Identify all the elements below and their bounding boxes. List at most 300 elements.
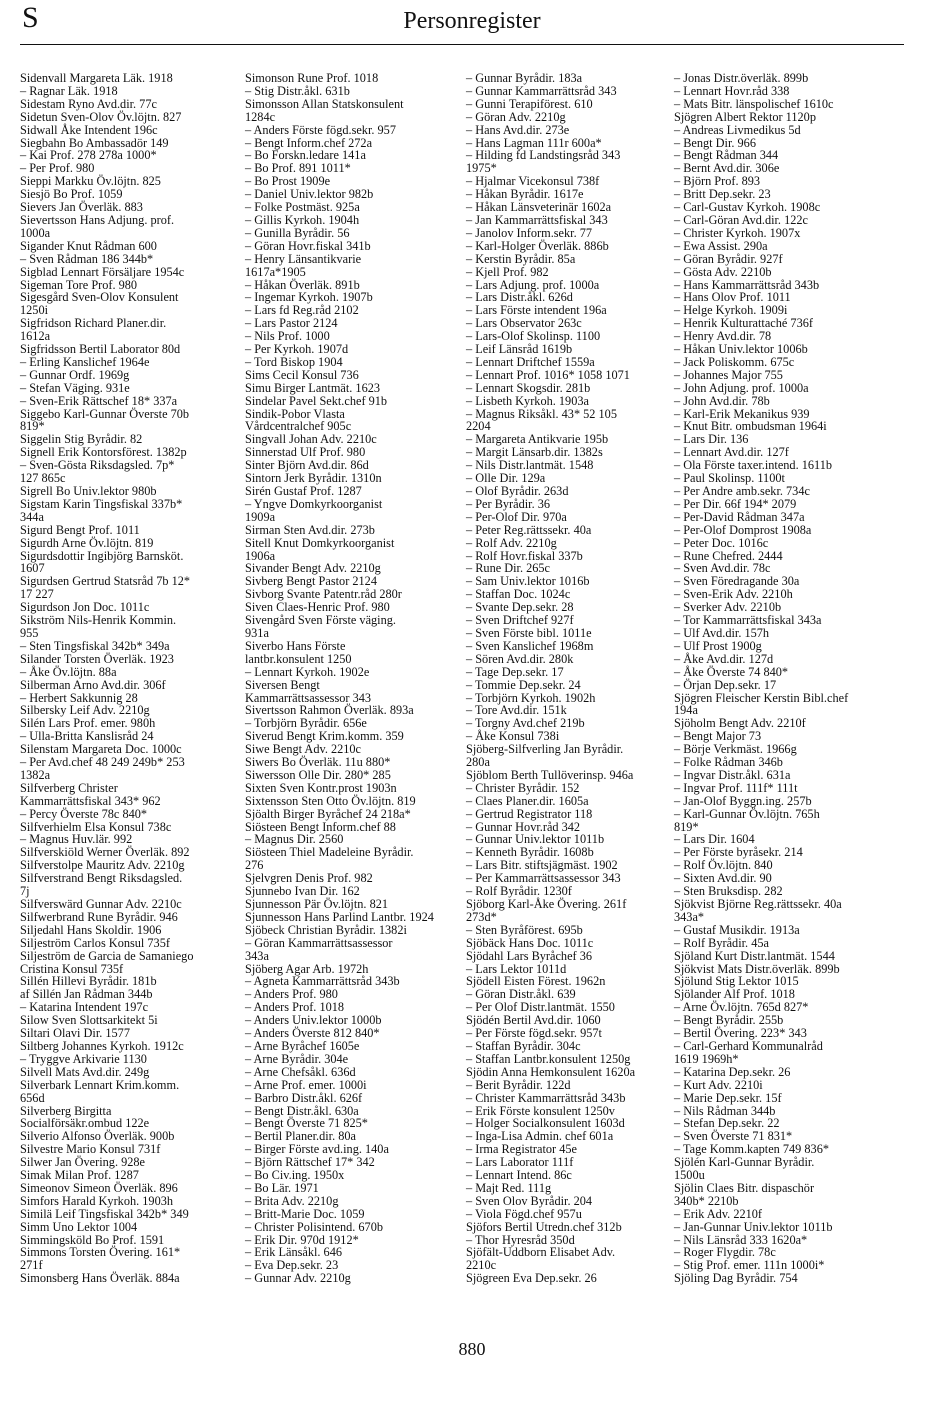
register-entry: – Anders Förste fögd.sekr. 957 [245, 122, 396, 137]
register-entry: 2204 [466, 419, 491, 434]
register-entry: – Arne Byrådir. 304e [245, 1051, 349, 1066]
register-entry: – Lars Distr.åkl. 626d [466, 290, 573, 305]
register-entry: – Viola Fögd.chef 957u [466, 1206, 582, 1221]
register-entry: – Torbjörn Kyrkoh. 1902h [466, 690, 596, 705]
register-entry: – Sven Avd.dir. 78c [674, 561, 771, 576]
register-entry: – Britt-Marie Doc. 1059 [245, 1206, 365, 1221]
register-entry: 1500u [674, 1168, 705, 1183]
register-entry: – Jonas Distr.överläk. 899b [674, 71, 809, 85]
register-entry: – Staffan Lantbr.konsulent 1250g [466, 1051, 631, 1066]
register-entry: 7j [20, 884, 30, 899]
register-entry: – Arne Prof. emer. 1000i [245, 1077, 367, 1092]
register-entry: – Janolov Inform.sekr. 77 [466, 225, 593, 240]
register-entry: – Tryggve Arkivarie 1130 [20, 1051, 147, 1066]
register-entry: – Nils Distr.lantmät. 1548 [466, 458, 594, 473]
register-entry: – Håkan Länsveterinär 1602a [466, 200, 612, 215]
register-entry: Siljedahl Hans Skoldir. 1906 [20, 922, 162, 937]
register-entry: – Rolf Öv.löjtn. 840 [674, 858, 773, 873]
register-entry: – Börje Verkmäst. 1966g [674, 742, 797, 757]
register-entry: – Lars Pastor 2124 [245, 316, 338, 331]
register-entry: Sjökvist Björne Reg.rättssekr. 40a [674, 897, 842, 911]
register-entry: af Sillén Jan Rådman 344b [20, 987, 153, 1002]
register-entry: – Rolf Byrådir. 1230f [466, 884, 572, 899]
register-entry: – Bertil Övering. 223* 343 [674, 1026, 807, 1041]
register-entry: Simonson Rune Prof. 1018 [245, 71, 379, 85]
register-entry: – John Adjung. prof. 1000a [674, 380, 809, 395]
register-entry: – Ewa Assist. 290a [674, 238, 768, 253]
register-entry: – Torbjörn Byrådir. 656e [245, 716, 367, 731]
register-entry: Siegbahn Bo Ambassadör 149 [20, 135, 169, 150]
register-entry: 1975* [466, 161, 497, 176]
register-entry: Siösteen Bengt Inform.chef 88 [245, 819, 396, 834]
register-entry: – Lennart Driftchef 1559a [466, 354, 595, 369]
register-entry: – Tord Biskop 1904 [245, 354, 343, 369]
register-entry: Sigurdh Arne Öv.löjtn. 819 [20, 535, 154, 550]
register-entry: – Stig Distr.åkl. 631b [245, 83, 350, 98]
register-entry: Sinnerstad Ulf Prof. 980 [245, 445, 366, 460]
register-entry: – Sven Överste 71 831* [674, 1129, 793, 1144]
register-entry: Socialförsäkr.ombud 122e [20, 1116, 150, 1131]
register-entry: Sjöberg Agar Arb. 1972h [245, 961, 369, 976]
register-entry: Siversen Bengt [245, 677, 320, 692]
register-entry: – Birger Förste avd.ing. 140a [245, 1142, 389, 1157]
register-entry: Sjölander Alf Prof. 1018 [674, 987, 795, 1002]
register-entry: – Paul Skolinsp. 1100t [674, 471, 785, 486]
register-entry: – Bengt Major 73 [674, 729, 762, 744]
register-entry: – Erik Förste konsulent 1250v [466, 1103, 615, 1118]
register-entry: Silfwerbrand Rune Byrådir. 946 [20, 909, 178, 924]
register-entry: – Folke Rådman 346b [674, 755, 783, 770]
section-letter: S [22, 1, 39, 34]
register-column-2 [245, 72, 453, 1285]
register-entry: Siverbo Hans Förste [245, 638, 346, 653]
register-entry: Signell Erik Kontorsförest. 1382p [20, 445, 187, 460]
register-entry: Sjödell Eisten Förest. 1962n [466, 974, 606, 989]
register-entry: – Anders Prof. 980 [245, 987, 338, 1002]
register-entry: – Magnus Huv.lär. 992 [20, 832, 133, 847]
register-entry: – Gertrud Registrator 118 [466, 806, 593, 821]
register-entry: Simu Birger Lantmät. 1623 [245, 380, 381, 395]
register-entry: – Margareta Antikvarie 195b [466, 432, 609, 447]
register-entry: – Karl-Holger Överläk. 886b [466, 238, 609, 253]
register-entry: Sjöbeck Christian Byrådir. 1382i [245, 922, 407, 937]
register-entry: Sievers Jan Överläk. 883 [20, 200, 143, 215]
register-entry: – Erik Dir. 970d 1912* [245, 1232, 359, 1247]
register-entry: Sillén Hillevi Byrådir. 181b [20, 974, 157, 989]
register-entry: Sjelvgren Denis Prof. 982 [245, 871, 373, 886]
register-entry: – Sven Driftchef 927f [466, 613, 574, 628]
register-entry: Sjöling Dag Byrådir. 754 [674, 1271, 798, 1286]
register-entry: – Sven-Erik Adv. 2210h [674, 587, 793, 602]
register-entry: – Lennart Avd.dir. 127f [674, 445, 789, 460]
register-entry: lantbr.konsulent 1250 [245, 651, 352, 666]
register-entry: – Arne Byråchef 1605e [245, 1038, 360, 1053]
register-entry: – Lennart Kyrkoh. 1902e [245, 664, 370, 679]
register-entry: Simfors Harald Kyrkoh. 1903h [20, 1193, 174, 1208]
register-entry: Sjöfält-Uddborn Elisabet Adv. [466, 1245, 616, 1260]
register-entry: Cristina Konsul 735f [20, 961, 124, 976]
register-entry: 1909a [245, 509, 276, 524]
register-entry: – Per Prof. 980 [20, 161, 95, 176]
register-entry: – Bo Civ.ing. 1950x [245, 1168, 345, 1183]
register-entry: – Gillis Kyrkoh. 1904h [245, 212, 360, 227]
register-entry: Sigfridsson Bertil Laborator 80d [20, 342, 181, 357]
register-entry: – Ulla-Britta Kanslisråd 24 [20, 729, 154, 744]
register-entry: – Brita Adv. 2210g [245, 1193, 339, 1208]
register-entry: Simmons Torsten Övering. 161* [20, 1245, 181, 1260]
register-entry: Sintorn Jerk Byrådir. 1310n [245, 471, 382, 486]
register-entry: – Eva Dep.sekr. 23 [245, 1258, 339, 1273]
register-entry: – Bengt Distr.åkl. 630a [245, 1103, 359, 1118]
register-entry: Kammarrättsassessor 343 [245, 690, 372, 705]
register-entry: Singvall Johan Adv. 2210c [245, 432, 377, 447]
register-entry: Sivengård Sven Förste väging. [245, 613, 396, 628]
register-entry: Sieppi Markku Öv.löjtn. 825 [20, 174, 161, 189]
register-entry: 194a [674, 703, 698, 718]
register-entry: – Åke Öv.löjtn. 88a [20, 664, 117, 679]
register-entry: – Johannes Major 755 [674, 367, 783, 382]
register-entry: – Sixten Avd.dir. 90 [674, 871, 772, 886]
register-entry: – Hjalmar Vicekonsul 738f [466, 174, 600, 189]
register-entry: – Bo Forskn.ledare 141a [245, 148, 366, 163]
register-entry: – Herbert Sakkunnig 28 [20, 690, 138, 705]
register-entry: Silfverstolpe Mauritz Adv. 2210g [20, 858, 185, 873]
register-entry: – Tage Dep.sekr. 17 [466, 664, 564, 679]
register-entry: Sigander Knut Rådman 600 [20, 238, 157, 253]
register-entry: – Leif Länsråd 1619b [466, 342, 573, 357]
register-entry: Sigurdson Jon Doc. 1011c [20, 600, 150, 615]
register-entry: – Bernt Avd.dir. 306e [674, 161, 780, 176]
register-entry: – Karl-Gunnar Öv.löjtn. 765h [674, 806, 820, 821]
register-entry: Siverud Bengt Krim.komm. 359 [245, 729, 404, 744]
register-entry: – Arne Chefsåkl. 636d [245, 1064, 356, 1079]
register-entry: – Håkan Byrådir. 1617e [466, 187, 584, 202]
register-entry: 340b* 2210b [674, 1193, 739, 1208]
register-entry: Simeonov Simeon Överläk. 896 [20, 1180, 178, 1195]
register-column-3 [466, 72, 674, 1285]
page-number: 880 [458, 1339, 486, 1359]
register-entry: – Sten Tingsfiskal 342b* 349a [20, 638, 170, 653]
register-entry: – Gunnar Ordf. 1969g [20, 367, 130, 382]
register-entry: – Per Kyrkoh. 1907d [245, 342, 349, 357]
register-entry: Sjölin Claes Bitr. dispaschör [674, 1180, 815, 1195]
register-entry: – Sven-Erik Rättschef 18* 337a [20, 393, 178, 408]
register-entry: – Inga-Lisa Admin. chef 601a [466, 1129, 614, 1144]
register-entry: – Bo Prof. 891 1011* [245, 161, 351, 176]
register-entry: – Ingvar Distr.åkl. 631a [674, 767, 791, 782]
register-entry: – Per-Olof Domprost 1908a [674, 522, 812, 537]
register-entry: Similä Leif Tingsfiskal 342b* 349 [20, 1206, 189, 1221]
register-entry: Silfverswärd Gunnar Adv. 2210c [20, 897, 182, 911]
register-entry: – John Avd.dir. 78b [674, 393, 770, 408]
register-entry: – Lars Bitr. stiftsjägmäst. 1902 [466, 858, 618, 873]
register-entry: – Per Kammarrättsassessor 343 [466, 871, 621, 886]
register-entry: – Tore Avd.dir. 151k [466, 703, 567, 718]
register-entry: Silander Torsten Överläk. 1923 [20, 651, 174, 666]
register-entry: – Lars-Olof Skolinsp. 1100 [466, 329, 601, 344]
register-entry: – Agneta Kammarrättsråd 343b [245, 974, 400, 989]
register-entry: – Claes Planer.dir. 1605a [466, 793, 589, 808]
register-entry: – Lars Dir. 136 [674, 432, 749, 447]
register-column-1 [20, 72, 228, 1285]
register-entry: – Yngve Domkyrkoorganist [245, 496, 383, 511]
register-entry: – Rolf Hovr.fiskal 337b [466, 548, 583, 563]
register-entry: – Lennart Intend. 86c [466, 1168, 572, 1183]
register-entry: – Ingemar Kyrkoh. 1907b [245, 290, 373, 305]
register-entry: – Hans Kammarrättsråd 343b [674, 277, 820, 292]
register-entry: – Ola Förste taxer.intend. 1611b [674, 458, 833, 473]
register-entry: – Erik Länsåkl. 646 [245, 1245, 342, 1260]
register-entry: – Kenneth Byrådir. 1608b [466, 845, 594, 860]
register-entry: – Bengt Rådman 344 [674, 148, 779, 163]
register-entry: Simmingsköld Bo Prof. 1591 [20, 1232, 165, 1247]
register-entry: – Ragnar Läk. 1918 [20, 83, 118, 98]
register-entry: – Hans Lagman 111r 600a* [466, 135, 602, 150]
register-entry: Sjölund Stig Lektor 1015 [674, 974, 799, 989]
register-entry: Sigblad Lennart Försäljare 1954c [20, 264, 185, 279]
register-entry: Sidenvall Margareta Läk. 1918 [20, 71, 173, 85]
register-entry: Siwersson Olle Dir. 280* 285 [245, 767, 391, 782]
register-entry: – Tor Kammarrättsfiskal 343a [674, 613, 822, 628]
register-entry: Silverberg Birgitta [20, 1103, 112, 1118]
register-entry: – Rolf Adv. 2210g [466, 535, 557, 550]
register-entry: Sidestam Ryno Avd.dir. 77c [20, 96, 157, 111]
register-entry: – Mats Bitr. länspolischef 1610c [674, 96, 834, 111]
register-entry: Silfverskiöld Werner Överläk. 892 [20, 845, 190, 860]
register-entry: 127 865c [20, 471, 66, 486]
register-entry: Siwers Bo Överläk. 11u 880* [245, 755, 391, 770]
register-entry: – Bengt Överste 71 825* [245, 1116, 368, 1131]
register-entry: 1607 [20, 561, 45, 576]
register-entry: – Rune Dir. 265c [466, 561, 551, 576]
register-entry: – Rune Chefred. 2444 [674, 548, 783, 563]
register-entry: – Lars Lektor 1011d [466, 961, 567, 976]
register-entry: – Gunni Terapiförest. 610 [466, 96, 593, 111]
register-entry: – Sam Univ.lektor 1016b [466, 574, 590, 589]
register-entry: – Kjell Prof. 982 [466, 264, 549, 279]
register-entry: – Christer Kyrkoh. 1907x [674, 225, 801, 240]
register-entry: 1617a*1905 [245, 264, 306, 279]
register-entry: Sjögreen Eva Dep.sekr. 26 [466, 1271, 597, 1286]
register-entry: Sidwall Åke Intendent 196c [20, 122, 158, 137]
register-entry: Silbersky Leif Adv. 2210g [20, 703, 150, 718]
register-entry: 1250i [20, 303, 49, 318]
register-entry: – Åke Överste 74 840* [674, 664, 789, 679]
register-entry: – Bo Prost 1909e [245, 174, 331, 189]
register-entry: – Bo Lär. 1971 [245, 1180, 319, 1195]
register-entry: – Göran Byrådir. 927f [674, 251, 783, 266]
register-entry: Sigeman Tore Prof. 980 [20, 277, 138, 292]
register-entry: Silén Lars Prof. emer. 980h [20, 716, 156, 731]
register-entry: Sjunnebo Ivan Dir. 162 [245, 884, 360, 899]
register-entry: Silberman Arno Avd.dir. 306f [20, 677, 166, 692]
register-entry: Sirén Gustaf Prof. 1287 [245, 484, 362, 498]
register-entry: – Åke Avd.dir. 127d [674, 651, 774, 666]
register-entry: – Stefan Väging. 931e [20, 380, 130, 395]
register-entry: 343a [245, 948, 269, 963]
register-entry: Sigurd Bengt Prof. 1011 [20, 522, 140, 537]
register-entry: – Nils Länsråd 333 1620a* [674, 1232, 808, 1247]
register-entry: Sjöberg-Silfverling Jan Byrådir. [466, 742, 624, 757]
register-entry: Silfverstrand Bengt Riksdagsled. [20, 871, 183, 886]
register-entry: – Ingvar Prof. 111f* 111t [674, 780, 798, 795]
register-entry: – Stig Prof. emer. 111n 1000i* [674, 1258, 825, 1273]
register-entry: 273d* [466, 909, 497, 924]
register-entry: 1284c [245, 109, 276, 124]
register-entry: Siesjö Bo Prof. 1059 [20, 187, 123, 202]
register-entry: Silverio Alfonso Överläk. 900b [20, 1129, 175, 1144]
register-entry: Simm Uno Lektor 1004 [20, 1219, 138, 1234]
header-rule [20, 44, 904, 45]
register-entry: – Lars Förste intendent 196a [466, 303, 607, 318]
register-entry: – Kerstin Byrådir. 85a [466, 251, 576, 266]
register-entry: – Hilding fd Landstingsråd 343 [466, 148, 621, 163]
register-entry: – Carl-Gerhard Kommunalråd [674, 1038, 823, 1053]
register-entry: Sims Cecil Konsul 736 [245, 367, 359, 382]
register-entry: Sjölén Karl-Gunnar Byrådir. [674, 1155, 815, 1170]
register-entry: Sigstam Karin Tingsfiskal 337b* [20, 496, 183, 511]
register-entry: Simonsberg Hans Överläk. 884a [20, 1271, 180, 1286]
register-entry: Silenstam Margareta Doc. 1000c [20, 742, 182, 757]
register-entry: 1619 1969h* [674, 1051, 739, 1066]
register-entry: – Majt Red. 111g [466, 1180, 552, 1195]
register-entry: – Göran Distr.åkl. 639 [466, 987, 576, 1002]
register-entry: – Lars Observator 263c [466, 316, 582, 331]
register-entry: – Gustaf Musikdir. 1913a [674, 922, 800, 937]
register-entry: – Katarina Dep.sekr. 26 [674, 1064, 791, 1079]
register-entry: – Henry Länsantikvarie [245, 251, 362, 266]
register-entry: – Tommie Dep.sekr. 24 [466, 677, 581, 692]
register-entry: – Sten Byråförest. 695b [466, 922, 583, 937]
register-entry: 1906a [245, 548, 276, 563]
register-entry: 1382a [20, 767, 51, 782]
register-entry: – Henrik Kulturattaché 736f [674, 316, 813, 331]
register-entry: 955 [20, 625, 39, 640]
register-entry: 2210c [466, 1258, 497, 1273]
register-entry: – Sven Rådman 186 344b* [20, 251, 154, 266]
register-entry: – Torgny Avd.chef 219b [466, 716, 585, 731]
register-entry: Sigrell Bo Univ.lektor 980b [20, 484, 157, 498]
register-entry: Sitell Knut Domkyrkoorganist [245, 535, 395, 550]
register-entry: Sjöland Kurt Distr.lantmät. 1544 [674, 948, 835, 963]
register-entry: – Jack Poliskomm. 675c [674, 354, 795, 369]
register-entry: Siltberg Johannes Kyrkoh. 1912c [20, 1038, 184, 1053]
register-entry: Sikström Nils-Henrik Kommin. [20, 613, 177, 628]
register-entry: – Jan-Gunnar Univ.lektor 1011b [674, 1219, 833, 1234]
register-entry: – Jan Kammarrättsfiskal 343 [466, 212, 608, 227]
register-entry: – Gunnar Adv. 2210g [245, 1271, 351, 1286]
register-entry: Silverbark Lennart Krim.komm. [20, 1077, 180, 1092]
register-entry: – Daniel Univ.lektor 982b [245, 187, 374, 202]
register-entry: – Per-Olof Dir. 970a [466, 509, 567, 524]
register-entry: – Peter Reg.rättssekr. 40a [466, 522, 592, 537]
register-entry: – Sven-Gösta Riksdagsled. 7p* [20, 458, 175, 473]
register-entry: Sjöborg Karl-Åke Övering. 261f [466, 897, 627, 911]
register-entry: – Lars Laborator 111f [466, 1155, 574, 1170]
register-entry: – Anders Prof. 1018 [245, 1000, 345, 1015]
register-entry: – Sten Bruksdisp. 282 [674, 884, 783, 899]
register-entry: – Magnus Riksåkl. 43* 52 105 [466, 406, 617, 421]
register-entry: Sjögren Albert Rektor 1120p [674, 109, 816, 124]
register-entry: – Thor Hyresråd 350d [466, 1232, 575, 1247]
register-entry: – Lars Adjung. prof. 1000a [466, 277, 600, 292]
register-entry: 1612a [20, 329, 51, 344]
register-entry: Sjödahl Lars Byråchef 36 [466, 948, 593, 963]
register-entry: Sjunnesson Pär Öv.löjtn. 821 [245, 897, 389, 911]
register-entry: Sievertsson Hans Adjung. prof. [20, 212, 175, 227]
register-entry: – Göran Adv. 2210g [466, 109, 566, 124]
register-entry: – Sven Föredragande 30a [674, 574, 800, 589]
register-entry: – Lisbeth Kyrkoh. 1903a [466, 393, 589, 408]
register-entry: – Lennart Skogsdir. 281b [466, 380, 591, 395]
register-entry: Siggebo Karl-Gunnar Överste 70b [20, 406, 190, 421]
register-entry: – Per Förste byråsekr. 214 [674, 845, 803, 860]
register-entry: – Sören Avd.dir. 280k [466, 651, 574, 666]
register-entry: – Bertil Planer.dir. 80a [245, 1129, 356, 1144]
register-entry: 819* [674, 819, 699, 834]
register-entry: Sjunnesson Hans Parlind Lantbr. 1924 [245, 909, 434, 924]
register-entry: Siwe Bengt Adv. 2210c [245, 742, 362, 757]
register-entry: Silow Sven Slottsarkitekt 5i [20, 1013, 158, 1028]
register-entry: Simonsson Allan Statskonsulent [245, 96, 404, 111]
register-entry: – Karl-Erik Mekanikus 939 [674, 406, 810, 421]
register-entry: Sjöblom Berth Tullöverinsp. 946a [466, 767, 634, 782]
register-entry: – Olle Dir. 129a [466, 471, 546, 486]
register-entry: – Sven Olov Byrådir. 204 [466, 1193, 593, 1208]
register-entry: – Rolf Byrådir. 45a [674, 935, 769, 950]
register-entry: Silfverberg Christer [20, 780, 118, 795]
register-entry: Siljeström de Garcia de Samaniego [20, 948, 194, 963]
register-entry: – Marie Dep.sekr. 15f [674, 1090, 782, 1105]
register-entry: Sjödén Bertil Avd.dir. 1060 [466, 1013, 601, 1028]
register-entry: – Per Byrådir. 36 [466, 496, 551, 511]
register-entry: Sigurdsdottir Ingibjörg Barnsköt. [20, 548, 184, 563]
register-entry: Vårdcentralchef 905c [245, 419, 352, 434]
register-entry: – Björn Rättschef 17* 342 [245, 1155, 375, 1170]
register-column-4 [674, 72, 906, 1285]
register-entry: – Olof Byrådir. 263d [466, 484, 569, 498]
register-entry: 271f [20, 1258, 43, 1273]
register-entry: – Per Olof Distr.lantmät. 1550 [466, 1000, 615, 1015]
register-entry: – Hans Avd.dir. 273e [466, 122, 570, 137]
register-entry: Silwer Jan Övering. 928e [20, 1155, 145, 1170]
register-entry: – Holger Socialkonsulent 1603d [466, 1116, 625, 1131]
register-entry: – Per Andre amb.sekr. 734c [674, 484, 810, 498]
register-entry: Simak Milan Prof. 1287 [20, 1168, 139, 1183]
register-entry: – Håkan Överläk. 891b [245, 277, 360, 292]
register-entry: – Gunilla Byrådir. 56 [245, 225, 350, 240]
register-entry: – Sverker Adv. 2210b [674, 600, 782, 615]
register-entry: – Gunnar Univ.lektor 1011b [466, 832, 605, 847]
register-entry: – Kai Prof. 278 278a 1000* [20, 148, 157, 163]
register-entry: – Carl-Gustav Kyrkoh. 1908c [674, 200, 821, 215]
register-entry: Sjödin Anna Hemkonsulent 1620a [466, 1064, 636, 1079]
register-entry: – Staffan Byrådir. 304c [466, 1038, 581, 1053]
register-entry: Sindik-Pobor Vlasta [245, 406, 345, 421]
register-entry: – Sven Kanslichef 1968m [466, 638, 594, 653]
register-entry: Silvell Mats Avd.dir. 249g [20, 1064, 150, 1079]
register-entry: – Christer Kammarrättsråd 343b [466, 1090, 626, 1105]
register-entry: Siljeström Carlos Konsul 735f [20, 935, 170, 950]
register-entry: Sjöfors Bertil Utredn.chef 312b [466, 1219, 622, 1234]
register-entry: Silfverhielm Elsa Konsul 738c [20, 819, 172, 834]
register-entry: – Per-David Rådman 347a [674, 509, 805, 524]
register-entry: – Lennart Prof. 1016* 1058 1071 [466, 367, 630, 382]
register-entry: – Lars fd Reg.råd 2102 [245, 303, 359, 318]
register-entry: – Gösta Adv. 2210b [674, 264, 772, 279]
register-entry: – Anders Överste 812 840* [245, 1026, 380, 1041]
register-entry: Sjöalth Birger Byråchef 24 218a* [245, 806, 411, 821]
